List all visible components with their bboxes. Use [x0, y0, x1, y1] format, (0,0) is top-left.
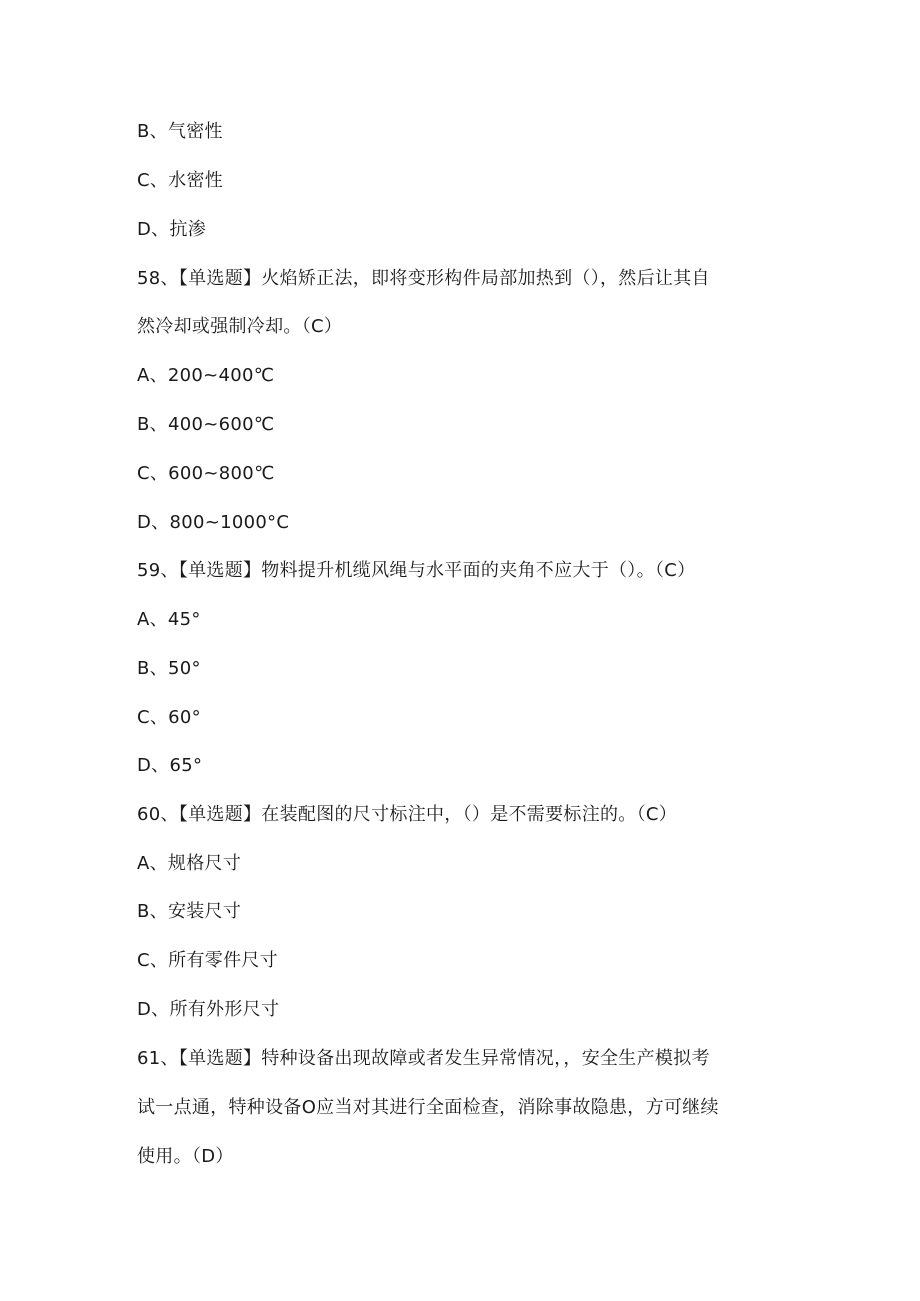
question-stem-line: 然冷却或强制冷却。（C） [137, 316, 343, 337]
option-line: A、45° [137, 609, 201, 630]
option-line: D、抗渗 [137, 219, 207, 240]
question-stem-line: 使用。（D） [137, 1146, 234, 1167]
option-line: C、60° [137, 707, 201, 728]
option-line: C、水密性 [137, 170, 224, 191]
question-stem-line: 61、【单选题】特种设备出现故障或者发生异常情况，，安全生产模拟考 [137, 1048, 710, 1069]
option-line: A、200~400℃ [137, 365, 275, 386]
option-line: C、所有零件尺寸 [137, 950, 278, 971]
question-stem-line: 60、【单选题】在装配图的尺寸标注中，（）是不需要标注的。（C） [137, 804, 678, 825]
question-stem-line: 59、【单选题】物料提升机缆风绳与水平面的夹角不应大于（）。（C） [137, 560, 696, 581]
option-line: D、所有外形尺寸 [137, 999, 280, 1020]
option-line: C、600~800℃ [137, 463, 275, 484]
option-line: B、50° [137, 658, 201, 679]
option-line: A、规格尺寸 [137, 853, 242, 874]
option-line: B、安装尺寸 [137, 901, 242, 922]
option-line: D、800~1000°C [137, 512, 290, 533]
question-stem-line: 58、【单选题】火焰矫正法，即将变形构件局部加热到（），然后让其自 [137, 268, 710, 289]
option-line: B、400~600℃ [137, 414, 275, 435]
question-stem-line: 试一点通，特种设备O应当对其进行全面检查，消除事故隐患，方可继续 [137, 1097, 719, 1118]
option-line: D、65° [137, 755, 203, 776]
option-line: B、气密性 [137, 121, 223, 142]
